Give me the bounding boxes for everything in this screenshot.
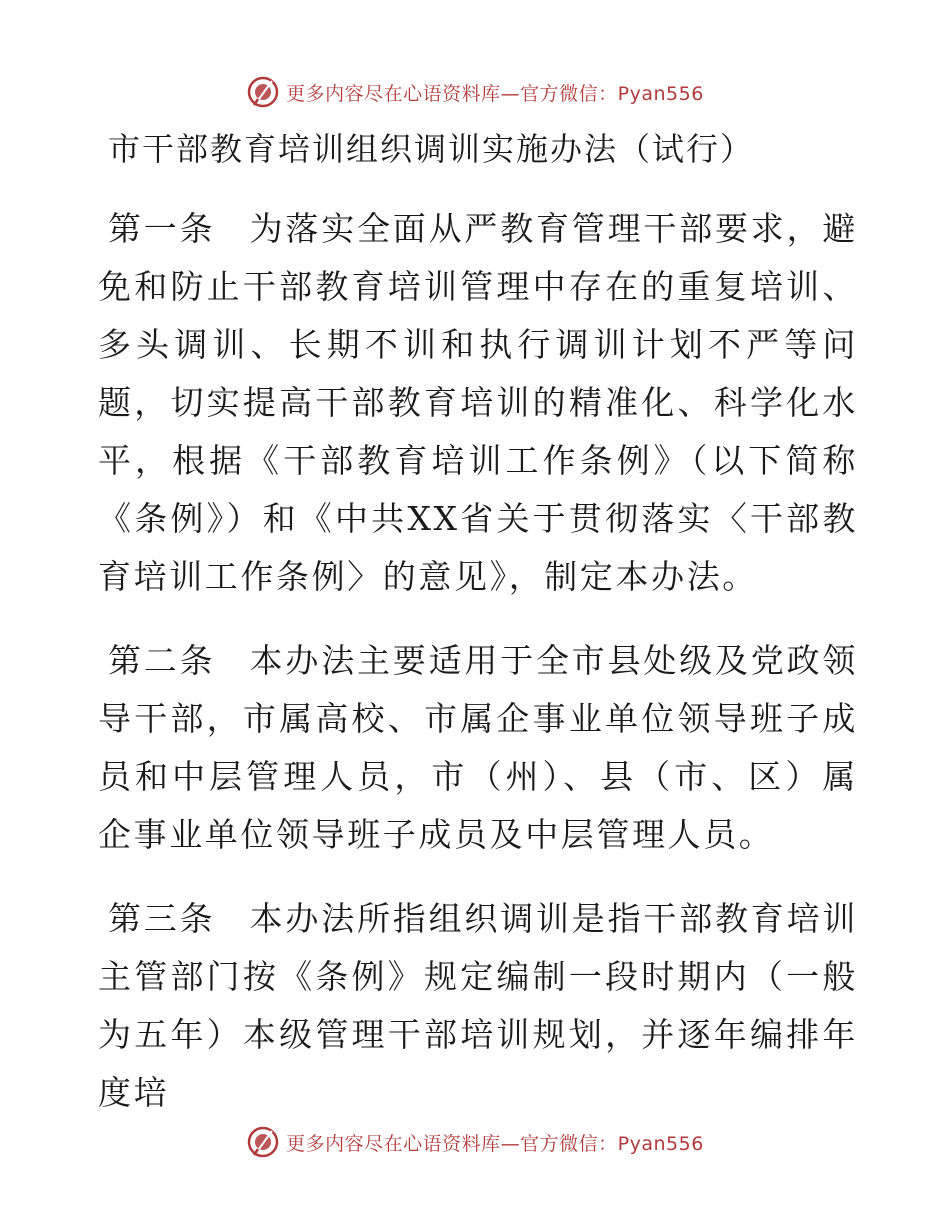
article-2-text: 本办法主要适用于全市县处级及党政领导干部，市属高校、市属企事业单位领导班子成员和中层管理人员，市（州）、县（市、区）属企事业单位领导班子成员及中层管理人员。 xyxy=(98,641,858,854)
watermark-header xyxy=(0,72,950,112)
quill-seal-icon xyxy=(246,75,280,109)
quill-seal-icon xyxy=(246,1125,280,1159)
article-1-heading: 第一条 xyxy=(108,209,216,248)
document-body xyxy=(98,122,858,1122)
watermark-text: 更多内容尽在心语资料库—官方微信：Pyan556 xyxy=(286,82,704,105)
article-3-heading: 第三条 xyxy=(108,899,216,938)
article-1 xyxy=(98,200,858,606)
watermark-text: 更多内容尽在心语资料库—官方微信：Pyan556 xyxy=(286,1132,704,1155)
article-2-heading: 第二条 xyxy=(108,641,216,680)
article-1-text: 为落实全面从严教育管理干部要求，避免和防止干部教育培训管理中存在的重复培训、多头调训、长期不训和执行调训计划不严等问题，切实提高干部教育培训的精准化、科学化水平，根据《干部教育培训工作条例》（以下简称《条例》）和《中共XX省关于贯彻落实〈干部教育培训工作条例〉的意见》，制定本办法。 xyxy=(98,209,858,596)
article-3 xyxy=(98,890,858,1122)
page-title: 市干部教育培训组织调训实施办法（试行） xyxy=(108,130,755,168)
article-2 xyxy=(98,632,858,864)
article-3-text: 本办法所指组织调训是指干部教育培训主管部门按《条例》规定编制一段时期内（一般为五年）本级管理干部培训规划，并逐年编排年度培 xyxy=(98,899,858,1112)
watermark-footer xyxy=(0,1122,950,1162)
